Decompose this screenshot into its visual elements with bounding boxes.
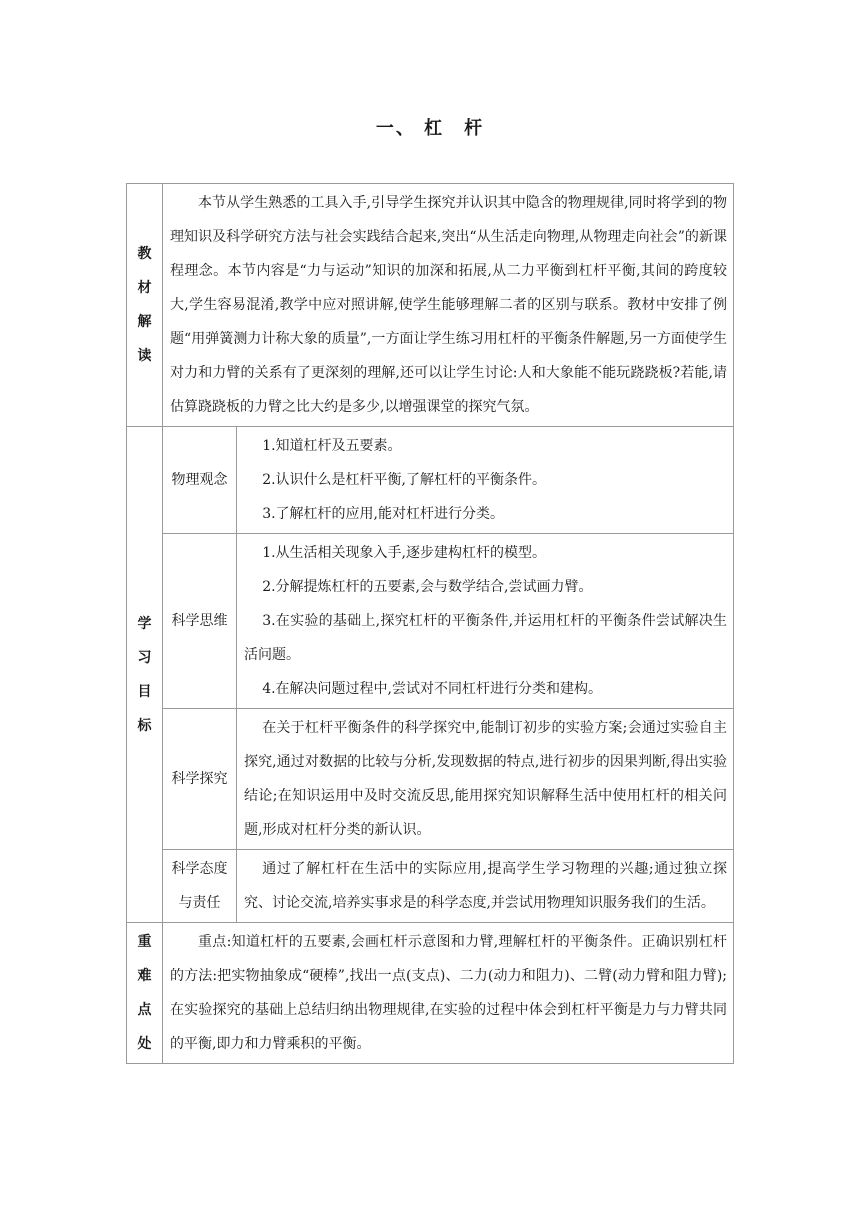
heading-char: 重	[137, 934, 152, 950]
attitude-text: 通过了解杠杆在生活中的实际应用,提高学生学习物理的兴趣;通过独立探究、讨论交流,培养实事求是的科学态度,并尝试用物理知识服务我们的生活。	[244, 861, 727, 911]
heading-char: 点	[137, 1002, 152, 1018]
heading-char: 解	[137, 314, 152, 330]
lesson-plan-table	[126, 183, 734, 1064]
objective-item: 3.在实验的基础上,探究杠杆的平衡条件,并运用杠杆的平衡条件尝试解决生活问题。	[244, 613, 727, 663]
attitude-label-line: 与责任	[178, 895, 221, 911]
scientific-thinking-cell	[237, 534, 734, 709]
objective-item: 1.知道杠杆及五要素。	[262, 438, 402, 454]
physics-concept-label: 物理观念	[163, 427, 237, 534]
heading-char: 材	[137, 280, 152, 296]
heading-char: 处	[137, 1036, 152, 1052]
textbook-row	[127, 184, 734, 427]
objective-row-scientific-thinking	[127, 534, 734, 709]
textbook-text: 本节从学生熟悉的工具入手,引导学生探究并认识其中隐含的物理规律,同时将学到的物理知识及科学研究方法与社会实践结合起来,突出“从生活走向物理,从物理走向社会”的新课程理念。本节内容是“力与运动”知识的加深和拓展,从二力平衡到杠杆平衡,其间的跨度较大,学生容易混淆,教学中应对照讲解,使学生能够理解二者的区别与联系。教材中安排了例题“用弹簧测力计称大象的质量”,一方面让学生练习用杠杆的平衡条件解题,另一方面使学生对力和力臂的关系有了更深刻的理解,还可以让学生讨论:人和大象能不能玩跷跷板?若能,请估算跷跷板的力臂之比大约是多少,以增强课堂的探究气氛。	[170, 195, 727, 415]
objective-item: 4.在解决问题过程中,尝试对不同杠杆进行分类和建构。	[262, 681, 602, 697]
attitude-cell	[237, 850, 734, 923]
textbook-heading	[127, 184, 163, 427]
heading-char: 目	[137, 683, 152, 700]
objectives-heading	[127, 427, 163, 923]
heading-char: 学	[137, 615, 152, 632]
scientific-inquiry-cell	[237, 709, 734, 850]
key-points-cell	[163, 923, 734, 1064]
page-title: 一、 杠 杆	[375, 118, 485, 139]
objective-row-physics-concept	[127, 427, 734, 534]
textbook-text-cell	[163, 184, 734, 427]
objective-row-scientific-inquiry	[127, 709, 734, 850]
objective-item: 2.分解提炼杠杆的五要素,会与数学结合,尝试画力臂。	[262, 579, 593, 595]
key-points-row	[127, 923, 734, 1064]
scientific-inquiry-text: 在关于杠杆平衡条件的科学探究中,能制订初步的实验方案;会通过实验自主探究,通过对数据的比较与分析,发现数据的特点,进行初步的因果判断,得出实验结论;在知识运用中及时交流反思,能用探究知识解释生活中使用杠杆的相关问题,形成对杠杆分类的新认识。	[244, 720, 727, 838]
key-points-heading	[127, 923, 163, 1064]
heading-char: 读	[137, 348, 152, 364]
attitude-label	[163, 850, 237, 923]
physics-concept-cell	[237, 427, 734, 534]
heading-char: 难	[137, 968, 152, 984]
key-points-text: 重点:知道杠杆的五要素,会画杠杆示意图和力臂,理解杠杆的平衡条件。正确识别杠杆的方法:把实物抽象成“硬棒”,找出一点(支点)、二力(动力和阻力)、二臂(动力臂和阻力臂);在实验探究的基础上总结归纳出物理规律,在实验的过程中体会到杠杆平衡是力与力臂共同的平衡,即力和力臂乘积的平衡。	[170, 934, 727, 1052]
heading-char: 教	[137, 246, 152, 262]
heading-char: 习	[137, 649, 152, 666]
heading-char: 标	[137, 717, 152, 734]
scientific-thinking-label: 科学思维	[163, 534, 237, 709]
objective-item: 3.了解杠杆的应用,能对杠杆进行分类。	[262, 506, 504, 522]
objective-item: 2.认识什么是杠杆平衡,了解杠杆的平衡条件。	[262, 472, 546, 488]
scientific-inquiry-label: 科学探究	[163, 709, 237, 850]
attitude-label-line: 科学态度	[171, 861, 228, 877]
objective-item: 1.从生活相关现象入手,逐步建构杠杆的模型。	[262, 545, 546, 561]
objective-row-attitude	[127, 850, 734, 923]
